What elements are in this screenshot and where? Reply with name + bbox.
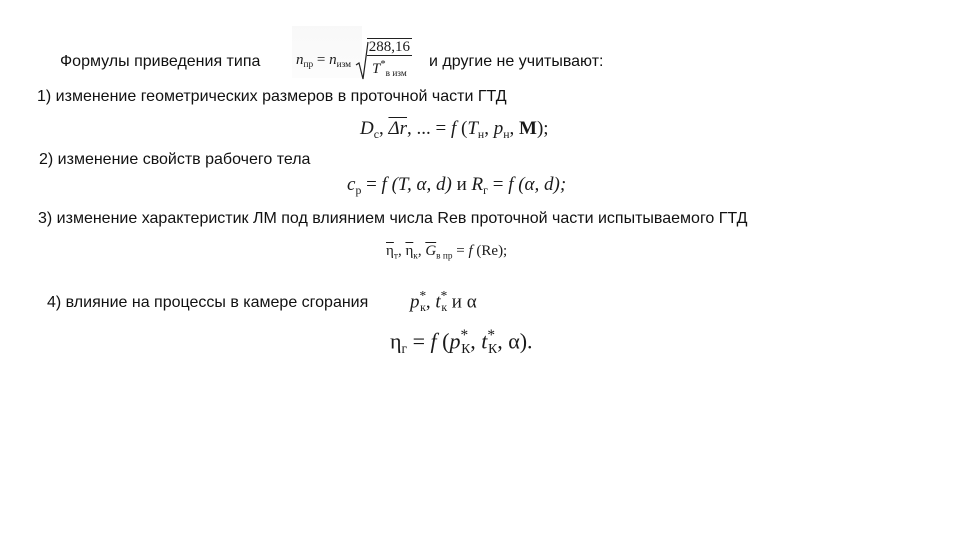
square-root (355, 38, 412, 83)
n-izm-symbol: n (329, 51, 337, 68)
formula-1: $D_с$, $\overline{\Delta r}$, ... = f ($T_н$, $p_н$, M); (360, 118, 549, 142)
n-izm-sub: изм (336, 60, 351, 71)
formula-3: $\overline{\eta}_т$, $\overline{\eta}_к$, $\overline{G}_{в пр} = f$ (Re); (386, 243, 508, 262)
root-numerator: 288,16 (368, 39, 410, 55)
item-1-text: 1) изменение геометрических размеров в проточной части ГТД (37, 88, 507, 105)
item-4-text: 4) влияние на процессы в камере сгорания (47, 294, 369, 311)
equals-sign: = (316, 51, 326, 68)
item-2-text: 2) изменение свойств рабочего тела (39, 151, 311, 168)
formula-2: $c_p = f$ (T, α, d) и $R_г = f$ (α, d); (347, 174, 567, 198)
formula-reduction (296, 38, 412, 83)
formula-4: $\eta_г = f$ ($p^*_К$, $t^*_К$, α). (390, 327, 533, 357)
formula-4-inline: $p^*_к$, $t^*_к$ и α (410, 288, 477, 315)
intro-suffix: и другие не учитывают: (429, 53, 604, 70)
root-denominator: $T^*_{в изм}$ (372, 59, 407, 80)
root-fraction (367, 38, 412, 83)
intro-prefix: Формулы приведения типа (60, 53, 261, 70)
n-pr-symbol: n (296, 51, 304, 68)
item-3-text: 3) изменение характеристик ЛМ под влиянием числа Reв проточной части испытываемого ГТД (38, 210, 748, 227)
n-pr-sub: пр (303, 60, 314, 71)
